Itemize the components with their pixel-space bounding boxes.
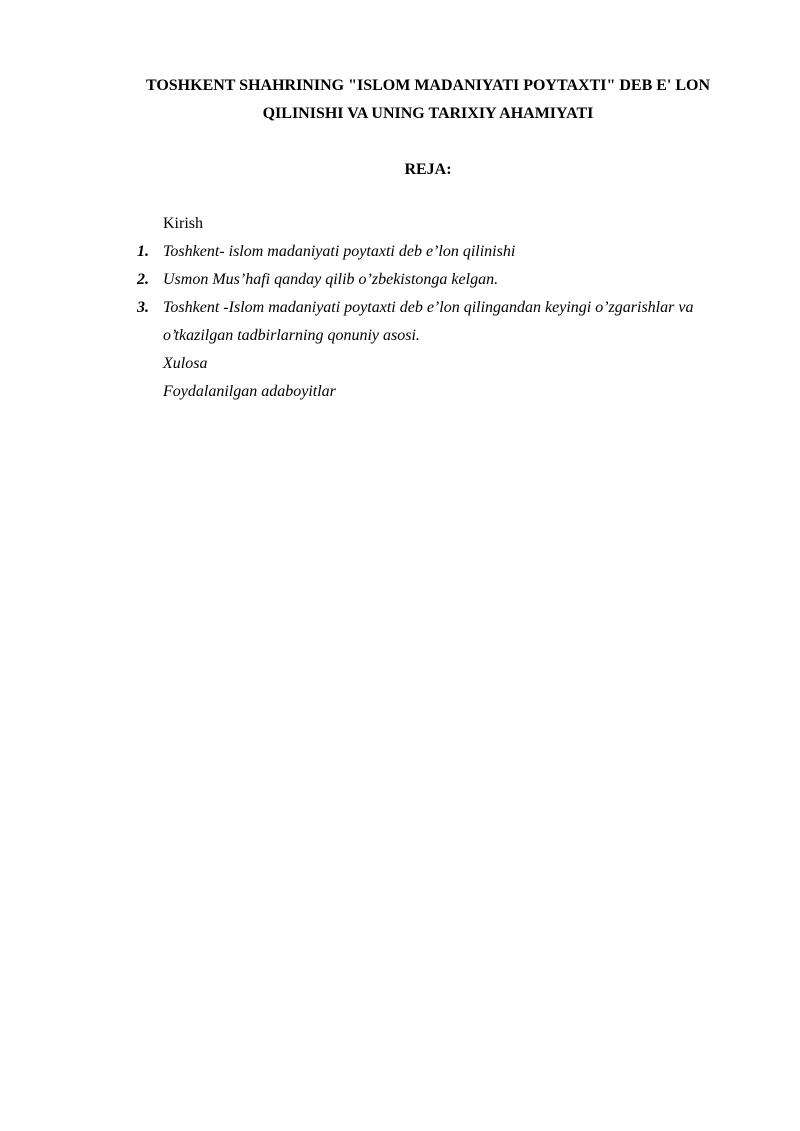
plan-references: Foydalanilgan adaboyitlar [163,383,336,400]
plan-item-number: 3. [137,299,149,316]
plan-item-number: 1. [137,243,149,260]
plan-item-text: Toshkent- islom madaniyati poytaxti deb e’lon qilinishi [163,243,516,260]
plan-item-text: Usmon Mus’hafi qanday qilib o’zbekistonga kelgan. [163,271,499,288]
plan-item-text: Toshkent -Islom madaniyati poytaxti deb e’lon qilingandan keyingi o’zgarishlar va [163,299,694,316]
plan-item-continuation: o’tkazilgan tadbirlarning qonuniy asosi. [163,327,420,344]
document-title [100,72,756,128]
title-line-1: TOSHKENT SHAHRINING "ISLOM MADANIYATI POYTAXTI" DEB E' LON [145,77,711,94]
plan-intro: Kirish [163,215,203,232]
title-line-2: QILINISHI VA UNING TARIXIY AHAMIYATI [262,105,594,122]
plan-item-number: 2. [137,271,149,288]
plan-conclusion: Xulosa [163,355,208,372]
plan-heading: REJA: [404,161,452,178]
